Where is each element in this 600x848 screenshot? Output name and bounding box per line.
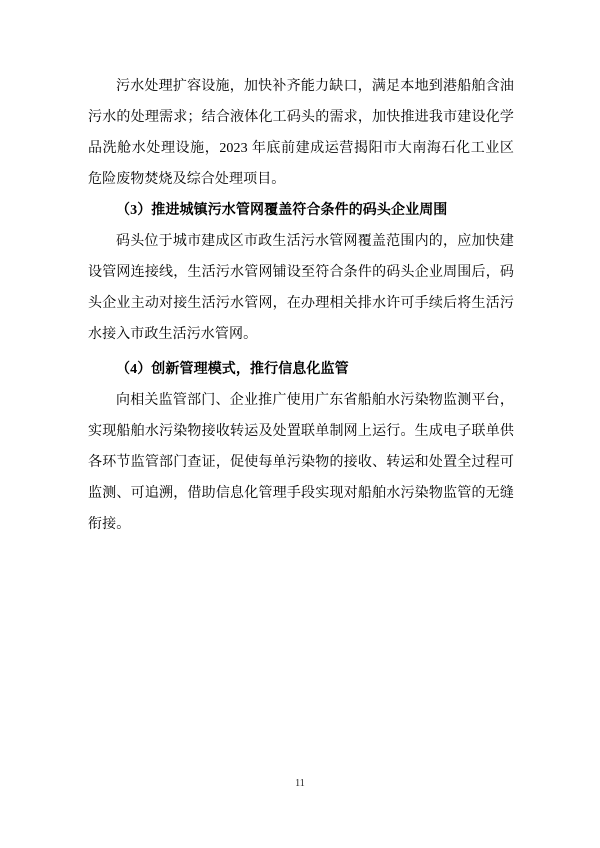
- paragraph-pipe-network-connection: 码头位于城市建成区市政生活污水管网覆盖范围内的，应加快建设管网连接线，生活污水管网铺设至符合条件的码头企业周围后，码头企业主动对接生活污水管网，在办理相关排水许可手续后将生活污水接入市政生活污水管网。: [88, 234, 514, 342]
- heading-section-3: （3）推进城镇污水管网覆盖符合条件的码头企业周围: [116, 203, 448, 218]
- page-number: 11: [295, 778, 305, 789]
- heading-section-4: （4）创新管理模式，推行信息化监管: [116, 362, 349, 377]
- paragraph-sewage-capacity-expansion: 污水处理扩容设施，加快补齐能力缺口，满足本地到港船舶含油污水的处理需求；结合液体化工码头的需求，加快推进我市建设化学品洗舱水处理设施，2023 年底前建成运营揭阳市大南海石化工业区危险废物焚烧及综合处理项目。: [88, 79, 514, 187]
- paragraph-information-supervision: 向相关监管部门、企业推广使用广东省船舶水污染物监测平台，实现船舶水污染物接收转运及处置联单制网上运行。生成电子联单供各环节监管部门查证，促使每单污染物的接收、转运和处置全过程可监测、可追溯，借助信息化管理手段实现对船舶水污染物监管的无缝衔接。: [88, 393, 514, 532]
- page-content: [88, 71, 514, 540]
